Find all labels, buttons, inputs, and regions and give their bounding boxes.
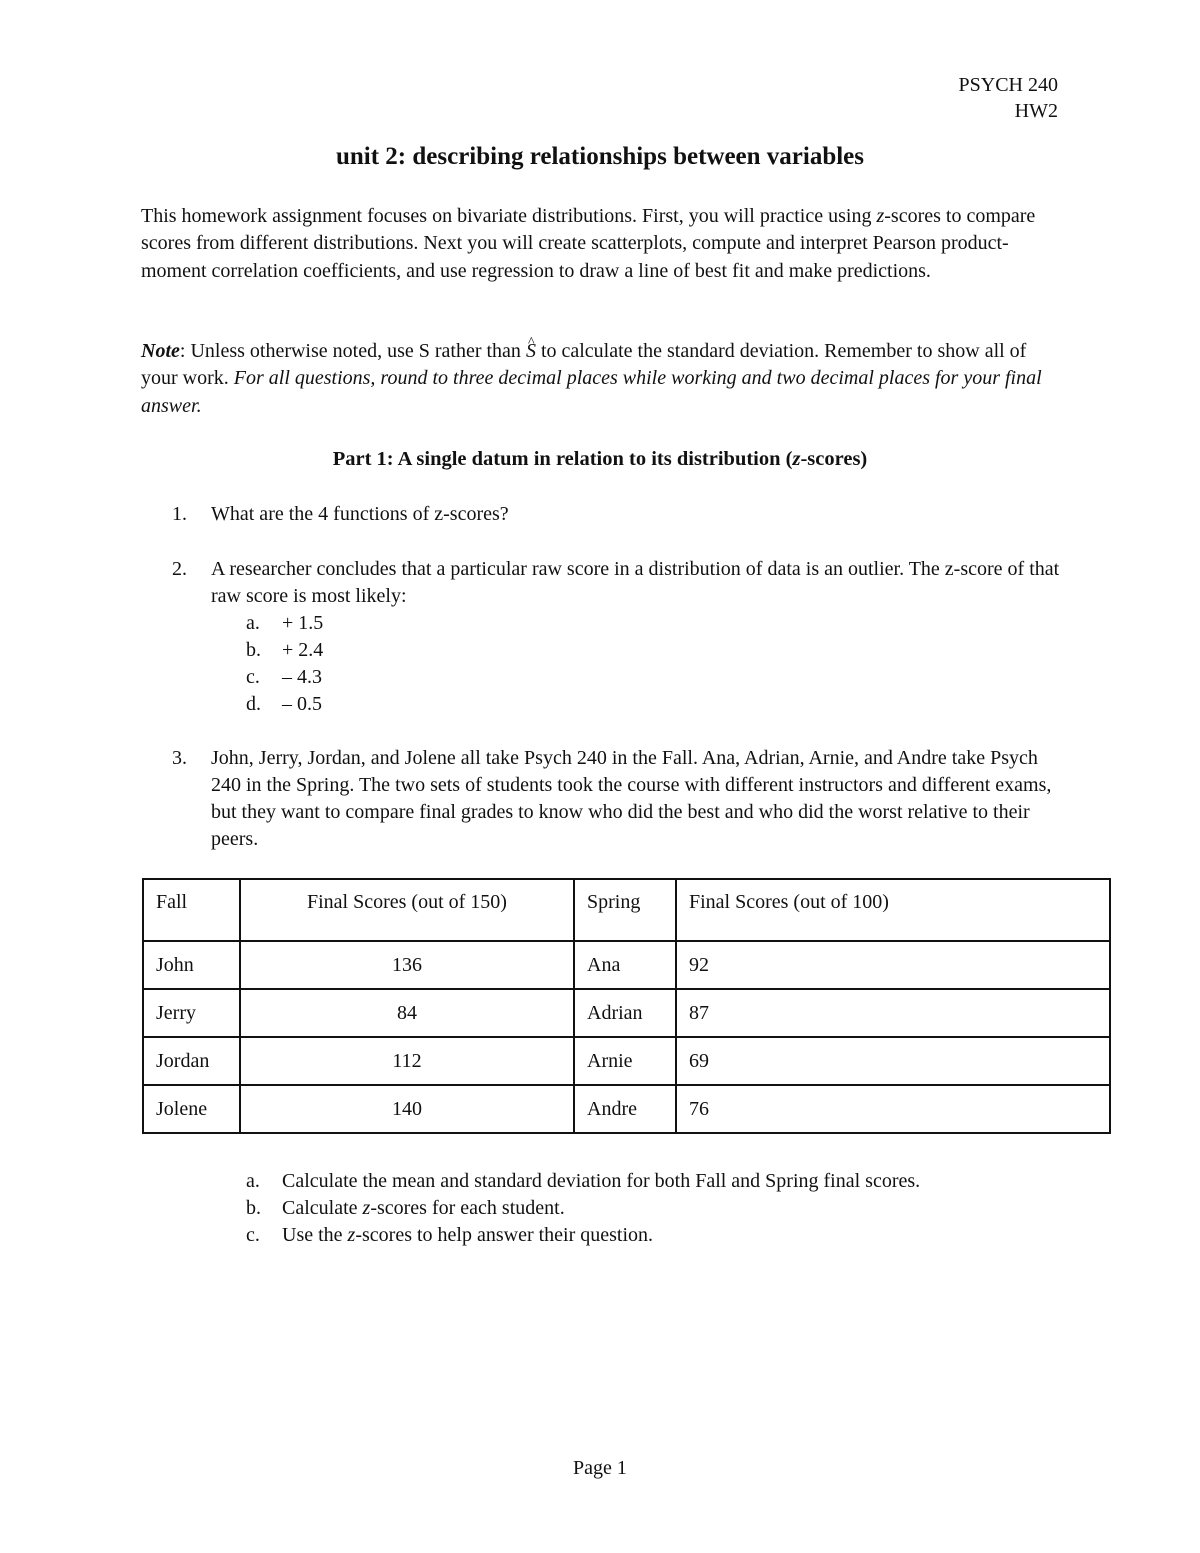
intro-paragraph	[141, 203, 1061, 285]
spring-student: Adrian	[574, 989, 676, 1037]
spring-score: 92	[676, 941, 1110, 989]
subpart-letter: a.	[246, 1170, 260, 1192]
page-number: Page 1	[573, 1457, 627, 1479]
note-rounding-instruction: For all questions, round to three decimal places while working and two decimal places for your final answer.	[141, 367, 1042, 417]
table-row	[143, 1037, 1110, 1085]
option-letter: d.	[246, 693, 261, 715]
note-text-1: : Unless otherwise noted, use S rather than	[179, 340, 526, 362]
fall-student: Jerry	[143, 989, 240, 1037]
subpart-text: Calculate the mean and standard deviation for both Fall and Spring final scores.	[282, 1170, 921, 1192]
subpart-z: z	[347, 1224, 356, 1246]
option-letter: c.	[246, 666, 260, 688]
subpart-text-post: -scores for each student.	[370, 1197, 565, 1219]
spring-student: Andre	[574, 1085, 676, 1133]
final-scores-table	[142, 878, 1111, 1134]
subpart-letter: b.	[246, 1197, 261, 1219]
intro-text-1: This homework assignment focuses on bivariate distributions. First, you will practice using	[141, 205, 877, 227]
question-number: 1.	[172, 503, 187, 525]
subpart-text	[282, 1222, 653, 1249]
course-code: PSYCH 240	[958, 74, 1058, 96]
spring-score: 76	[676, 1085, 1110, 1133]
option-value: – 4.3	[282, 666, 322, 688]
option-value: + 2.4	[282, 639, 324, 661]
table-row	[143, 1085, 1110, 1133]
option-value: + 1.5	[282, 612, 324, 634]
table-row	[143, 941, 1110, 989]
note-text-2: to calculate the standard deviation. Remember to show all of your work.	[141, 340, 1027, 390]
question-text: What are the 4 functions of z-scores?	[211, 503, 509, 525]
assignment-label: HW2	[1014, 100, 1058, 122]
intro-text-2: -scores to compare scores from different distributions. Next you will create scatterplots, compute and interpret Pearson product-moment correlation coefficients, and use regression to draw a line of best fit and make predictions.	[141, 205, 1036, 282]
fall-score: 136	[240, 941, 574, 989]
part1-heading-post: -scores)	[800, 448, 868, 470]
note-label: Note	[141, 340, 180, 362]
spring-score: 69	[676, 1037, 1110, 1085]
spring-student: Ana	[574, 941, 676, 989]
page-title: unit 2: describing relationships between variables	[335, 143, 865, 170]
option-value: – 0.5	[282, 693, 322, 715]
part1-heading	[0, 448, 1200, 471]
option-letter: a.	[246, 612, 260, 634]
question-text: John, Jerry, Jordan, and Jolene all take Psych 240 in the Fall. Ana, Adrian, Arnie, and Andre take Psych 240 in the Spring. The two sets of students took the course with different instructors and different exams, but they want to compare final grades to know who did the best and who did the worst relative to their peers.	[211, 747, 1052, 850]
subpart-z: z	[362, 1197, 371, 1219]
table-row	[143, 989, 1110, 1037]
header-fall-scores: Final Scores (out of 150)	[240, 879, 574, 941]
document-header	[959, 72, 1058, 124]
question-text: A researcher concludes that a particular raw score in a distribution of data is an outlier. The z-score of that raw score is most likely:	[211, 558, 1060, 607]
fall-student: Jordan	[143, 1037, 240, 1085]
header-fall: Fall	[143, 879, 240, 941]
s-hat-symbol: ^ S	[526, 338, 536, 365]
table-header-row	[143, 879, 1110, 941]
subpart-text-post: -scores to help answer their question.	[355, 1224, 654, 1246]
subpart-text-pre: Use the	[282, 1224, 348, 1246]
subpart-text-pre: Calculate	[282, 1197, 363, 1219]
header-spring: Spring	[574, 879, 676, 941]
fall-student: Jolene	[143, 1085, 240, 1133]
header-spring-scores: Final Scores (out of 100)	[676, 879, 1110, 941]
fall-score: 140	[240, 1085, 574, 1133]
option-letter: b.	[246, 639, 261, 661]
spring-student: Arnie	[574, 1037, 676, 1085]
question-number: 2.	[172, 558, 187, 580]
subpart-text	[282, 1195, 565, 1222]
subpart-letter: c.	[246, 1224, 260, 1246]
note-paragraph	[141, 338, 1061, 420]
fall-score: 84	[240, 989, 574, 1037]
fall-score: 112	[240, 1037, 574, 1085]
spring-score: 87	[676, 989, 1110, 1037]
question-number: 3.	[172, 747, 187, 769]
intro-z: z	[876, 205, 885, 227]
part1-heading-z: z	[792, 448, 801, 470]
fall-student: John	[143, 941, 240, 989]
part1-heading-pre: Part 1: A single datum in relation to its distribution (	[332, 448, 793, 470]
